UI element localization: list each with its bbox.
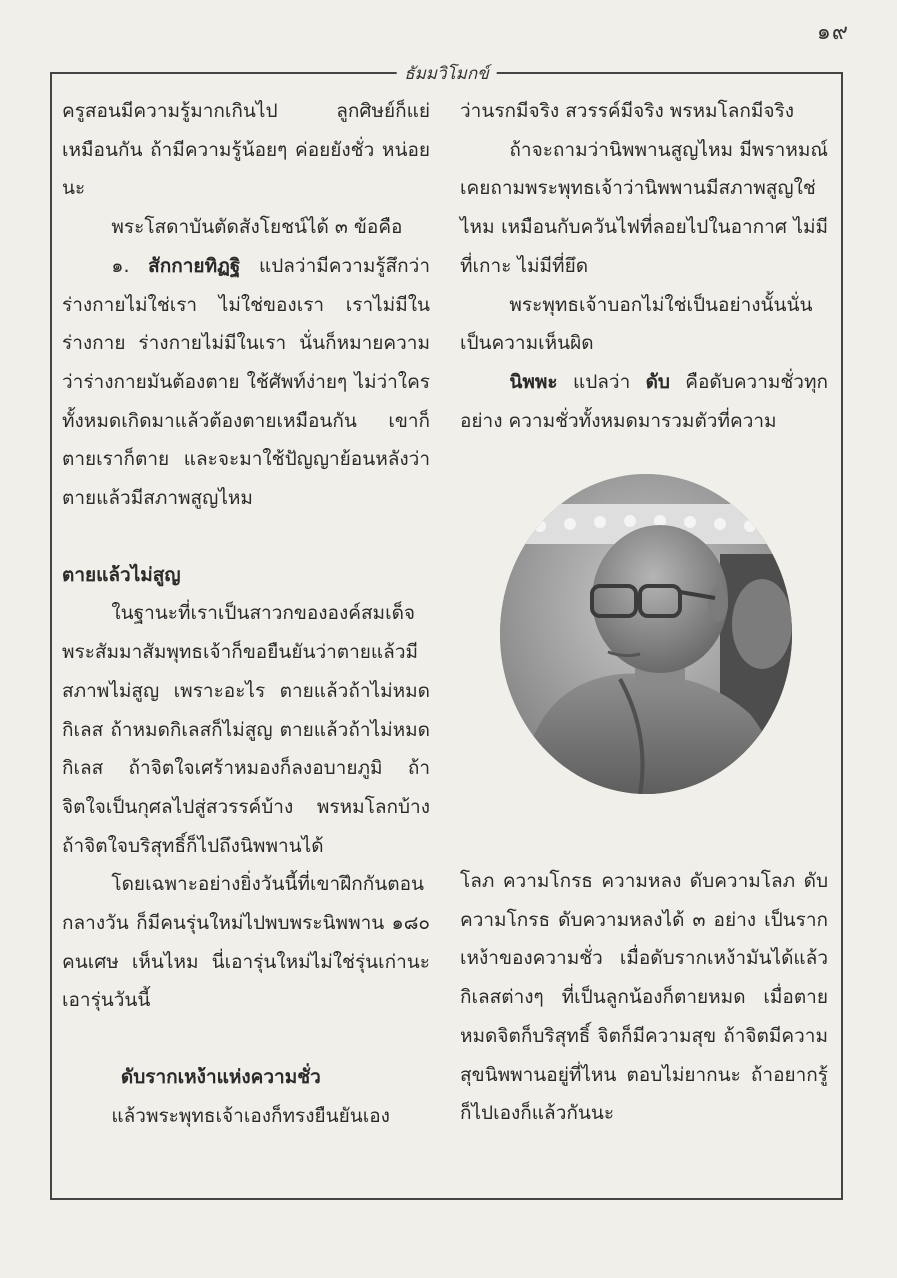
paragraph-nibbana [460,363,828,440]
paragraph-text: แปลว่า [557,370,646,393]
monk-photo [500,474,792,794]
paragraph: ในฐานะที่เราเป็นสาวกขององค์สมเด็จพระสัมมาสัมพุทธเจ้าก็ขอยืนยันว่าตายแล้วมีสภาพไม่สูญ เพราะอะไร ตายแล้วถ้าไม่หมดกิเลส ถ้าหมดกิเลสก็ไม่สูญ ตายแล้วถ้าไม่หมดกิเลส ถ้าจิตใจเศร้าหมองก็ลงอบายภูมิ ถ้าจิตใจเป็นกุศลไปสู่สวรรค์บ้าง พรหมโลกบ้าง ถ้าจิตใจบริสุทธิ์ก็ไปถึงนิพพานได้ [62,602,430,857]
paragraph-sakkaya [62,247,430,518]
left-column [62,92,430,1136]
paragraph-text: แปลว่ามีความรู้สึกว่าร่างกายไม่ใช่เรา ไม่ใช่ของเรา เราไม่มีในร่างกาย ร่างกายไม่มีในเรา นั่นก็หมายความว่าร่างกายมันต้องตาย ใช้ศัพท์ง่ายๆ ไม่ว่าใครทั้งหมดเกิดมาแล้วต้องตายเหมือนกัน เขาก็ตายเราก็ตาย และจะมาใช้ปัญญาย้อนหลังว่าตายแล้วมีสภาพสูญไหม [62,254,430,510]
paragraph: แล้วพระพุทธเจ้าเองก็ทรงยืนยันเอง [111,1104,390,1127]
paragraph: ถ้าจะถามว่านิพพานสูญไหม มีพราหมณ์เคยถามพระพุทธเจ้าว่านิพพานมีสภาพสูญใช่ไหม เหมือนกับควันไฟที่ลอยไปในอากาศ ไม่มีที่เกาะ ไม่มีที่ยึด [460,138,828,277]
running-head: ธัมมวิโมกข์ [396,60,497,87]
term-sakkayaditthi: สักกายทิฏฐิ [148,254,241,277]
paragraph-text: คือดับความชั่วทุกอย่าง ความชั่วทั้งหมดมารวมตัวที่ความ [460,370,828,432]
text-frame [50,64,843,1200]
section-heading: ดับรากเหง้าแห่งความชั่ว [120,1066,321,1089]
section-heading: ตายแล้วไม่สูญ [62,563,181,586]
right-column [460,92,828,440]
term-dap: ดับ [645,370,670,393]
paragraph: ครูสอนมีความรู้มากเกินไป ลูกศิษย์ก็แย่ เหมือนกัน ถ้ามีความรู้น้อยๆ ค่อยยังชั่ว หน่อยนะ [62,100,430,200]
paragraph: โดยเฉพาะอย่างยิ่งวันนี้ที่เขาฝึกกันตอนกลางวัน ก็มีคนรุ่นใหม่ไปพบพระนิพพาน ๑๘๐ คนเศษ เห็นไหม นี่เอารุ่นใหม่ไม่ใช่รุ่นเก่านะ เอารุ่นวันนี้ [62,873,430,1012]
term-nibba: นิพพะ [509,370,558,393]
page-number: ๑๙ [816,20,849,45]
monk-photo-graphic [500,474,792,794]
list-number: ๑. [111,254,130,277]
paragraph: โลภ ความโกรธ ความหลง ดับความโลภ ดับความโกรธ ดับความหลงได้ ๓ อย่าง เป็นรากเหง้าของความชั่ว เมื่อดับรากเหง้ามันได้แล้วกิเลสต่างๆ ที่เป็นลูกน้องก็ตายหมด เมื่อตายหมดจิตก็บริสุทธิ์ จิตก็มีความสุข ถ้าจิตมีความสุขนิพพานอยู่ที่ไหน ตอบไม่ยากนะ ถ้าอยากรู้ก็ไปเองก็แล้วกันนะ [460,870,828,1125]
paragraph: ว่านรกมีจริง สวรรค์มีจริง พรหมโลกมีจริง [460,100,795,122]
right-column-continued [460,862,828,1133]
paragraph: พระโสดาบันตัดสังโยชน์ได้ ๓ ข้อคือ [111,216,403,239]
paragraph: พระพุทธเจ้าบอกไม่ใช่เป็นอย่างนั้นนั่นเป็นความเห็นผิด [460,293,813,355]
